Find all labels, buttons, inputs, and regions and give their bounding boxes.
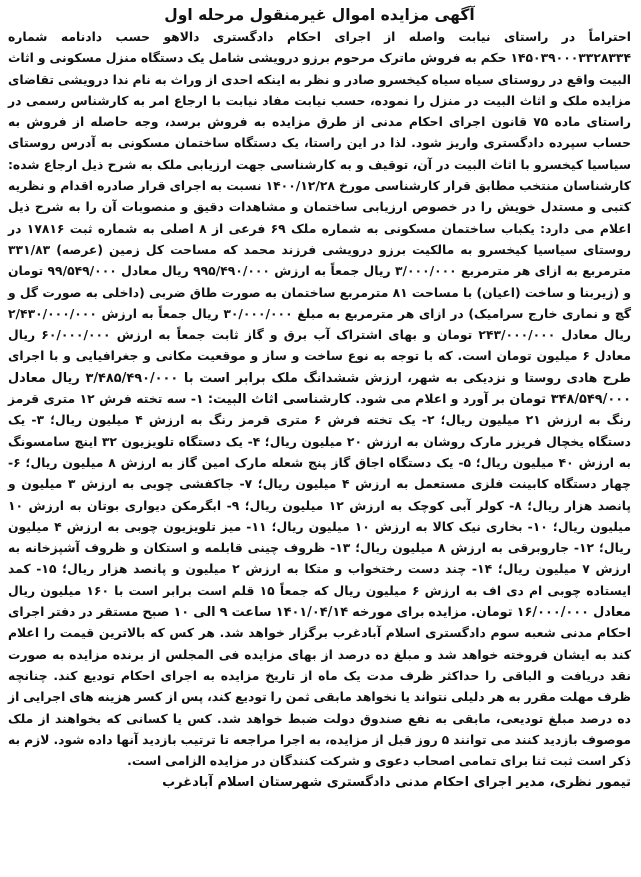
auction-date-time: مورخه ۱۴۰۱/۰۴/۱۴ ساعت ۹ الی ۱۰ صبح: [142, 605, 393, 621]
body-announce: بر آورد و اعلام می شود.: [351, 392, 510, 407]
property-value-total: ارزش ششدانگ ملک برابر است با ۳/۴۸۵/۴۹۰/۰۰۰ ریال معادل ۳۴۸/۵۴۹/۰۰۰ تومان: [8, 370, 631, 408]
notice-body: [8, 27, 631, 772]
furniture-list: ۱- سه تخته فرش ۱۲ متری قرمز رنگ به ارزش ۲۱ میلیون ریال؛ ۲- یک تخته فرش ۶ متری قرمز رنگ به ارزش ۴ میلیون ریال؛ ۳- یک دستگاه یخچال فریزر مارک روشان به ارزش ۲۰ میلیون ریال؛ ۴- یک دستگاه تلویزیون ۳۲ اینچ سامسونگ به ارزش ۴۰ میلیون ریال؛ ۵- یک دستگاه اجاق گاز پنج شعله مارک امین گاز به ارزش ۸ میلیون ریال؛ ۶- چهار دستگاه کابینت فلزی مستعمل به ارزش ۴ میلیون ریال؛ ۷- جاکفشی چوبی به ارزش ۳ میلیون و پانصد هزار ریال؛ ۸- کولر آبی کوچک به ارزش ۱۲ میلیون ریال؛ ۹- ابگرمکن دیواری بوتان به ارزش ۱۰ میلیون ریال؛ ۱۰- بخاری نیک کالا به ارزش ۱۰ میلیون ریال؛ ۱۱- میز تلویزیون چوبی به ارزش ۴ میلیون ریال؛ ۱۲- جاروبرقی به ارزش ۸ میلیون ریال؛ ۱۳- ظروف چینی قابلمه و استکان و ظروف آشپزخانه به ارزش ۷ میلیون ریال؛ ۱۴- چند دست رختخواب و متکا به ارزش ۲ میلیون و پانصد هزار ریال؛ ۱۵- کمد ایستاده چوبی ام دی اف به ارزش ۶ میلیون ریال که جمعاً ۱۵ قلم است برابر است با ۱۶۰ میلیون ریال: [8, 392, 632, 598]
notice-title: آگهی مزایده اموال غیرمنقول مرحله اول: [164, 6, 475, 24]
body-auction-for: مزایده برای: [392, 605, 471, 620]
body-intro: احتراماً در راستای نیابت واصله از اجرای احکام دادگستری دالاهو حسب دادنامه شماره ۱۴۵۰۳۹۰۰۰۳۳۲۸۳۳۴ حکم به فروش ماترک مرحوم برزو درویشی شامل یک دستگاه منزل مسکونی و اثاث البیت واقع در روستای سیاه سیاه کیخسرو صادر و نظر به اینکه احدی از وراث به نام ندا درویشی تقاضای مزایده ملک و اثاث البیت در منزل را نموده، حسب نیابت مفاد نیابت با ارجاع امر به کارشناس رسمی در راستای ماده ۷۵ قانون اجرای احکام مدنی از طرق مزایده به فروش برسد، وجه حاصله از فروش به حساب سپرده دادگستری واریز شود. لذا در این راستا، یک دستگاه ساختمان مسکونی به آدرس روستای سیاسیا کیخسرو با اثاث البیت در آن، توقیف و به کارشناسی جهت ارزیابی ملک به شرح ذیل ارجاع شده: کارشناسان منتخب مطابق قرار کارشناسی مورخ ۱۴۰۰/۱۲/۲۸ نسبت به اجرای قرار صادره اقدام و نظریه کتبی و مستدل خویش را در خصوص ارزیابی ساختمان و مشاهدات دقیق و منصوبات آن را به شرح ذیل اعلام می دارد: یکباب ساختمان مسکونی به شماره ملک ۶۹ فرعی از ۸ اصلی به شماره ثبت ۱۷۸۱۶ در روستای سیاسیا کیخسرو به مالکیت برزو درویشی فرزند محمد که مساحت کل زمین (عرصه) ۳۳۱/۸۳ مترمربع به ازای هر مترمربع ۳/۰۰۰/۰۰۰ ریال جمعاً به ارزش ۹۹۵/۴۹۰/۰۰۰ ریال معادل ۹۹/۵۴۹/۰۰۰ تومان و (زیربنا و ساخت (اعیان) با مساحت ۸۱ مترمربع ساختمان به صورت طاق ضربی (داخلی به صورت گل و گچ و نماری خارج سرامیک) در ازای هر مترمربع به مبلغ ۳۰/۰۰۰/۰۰۰ ریال جمعاً به ارزش ۲/۴۳۰/۰۰۰/۰۰۰ ریال معادل ۲۴۳/۰۰۰/۰۰۰ تومان و بهای اشتراک آب برق و گاز ثابت جمعاً به ارزش ۶۰/۰۰۰/۰۰۰ ریال معادل ۶ میلیون تومان است. که با توجه به نوع ساخت و ساز و موقعیت مکانی و جغرافیایی و با اجرای طرح هادی روستا و نزدیکی به شهر،: [8, 30, 632, 385]
furniture-heading: کارشناسی اثاث البیت:: [207, 392, 352, 408]
body-terms: مستقر در دفتر اجرای احکام مدنی شعبه سوم دادگستری اسلام آبادغرب برگزار خواهد شد. هر کس که بالاترین قیمت را اعلام کند به ایشان فروخته خواهد شد و مبلغ ده درصد از بهای مزایده فی المجلس از برنده مزایده به صورت نقد دریافت و الباقی را حداکثر ظرف مدت یک ماه از تاریخ مزایده به اجرای احکام تودیع کند. چنانچه ظرف مهلت مقرر به هر دلیلی نتواند یا نخواهد مابقی ثمن را تودیع کند، پس از کسر هزینه های اجرایی از ده درصد مبلغ تودیعی، مابقی به نفع صندوق دولت ضبط خواهد شد. کس یا کسانی که بخواهند از ملک موصوف بازدید کنند می توانند ۵ روز قبل از مزایده، به اجرا مراجعه تا ترتیب بازدید آنها داده شود. لازم به ذکر است ثبت ثنا برای تمامی اصحاب دعوی و شرکت کنندگان در مزایده الزامی است.: [8, 605, 631, 769]
signature: تیمور نظری، مدیر اجرای احکام مدنی دادگستری شهرستان اسلام آبادغرب: [162, 775, 631, 791]
furniture-value-total: معادل ۱۶/۰۰۰/۰۰۰ تومان.: [470, 605, 632, 621]
